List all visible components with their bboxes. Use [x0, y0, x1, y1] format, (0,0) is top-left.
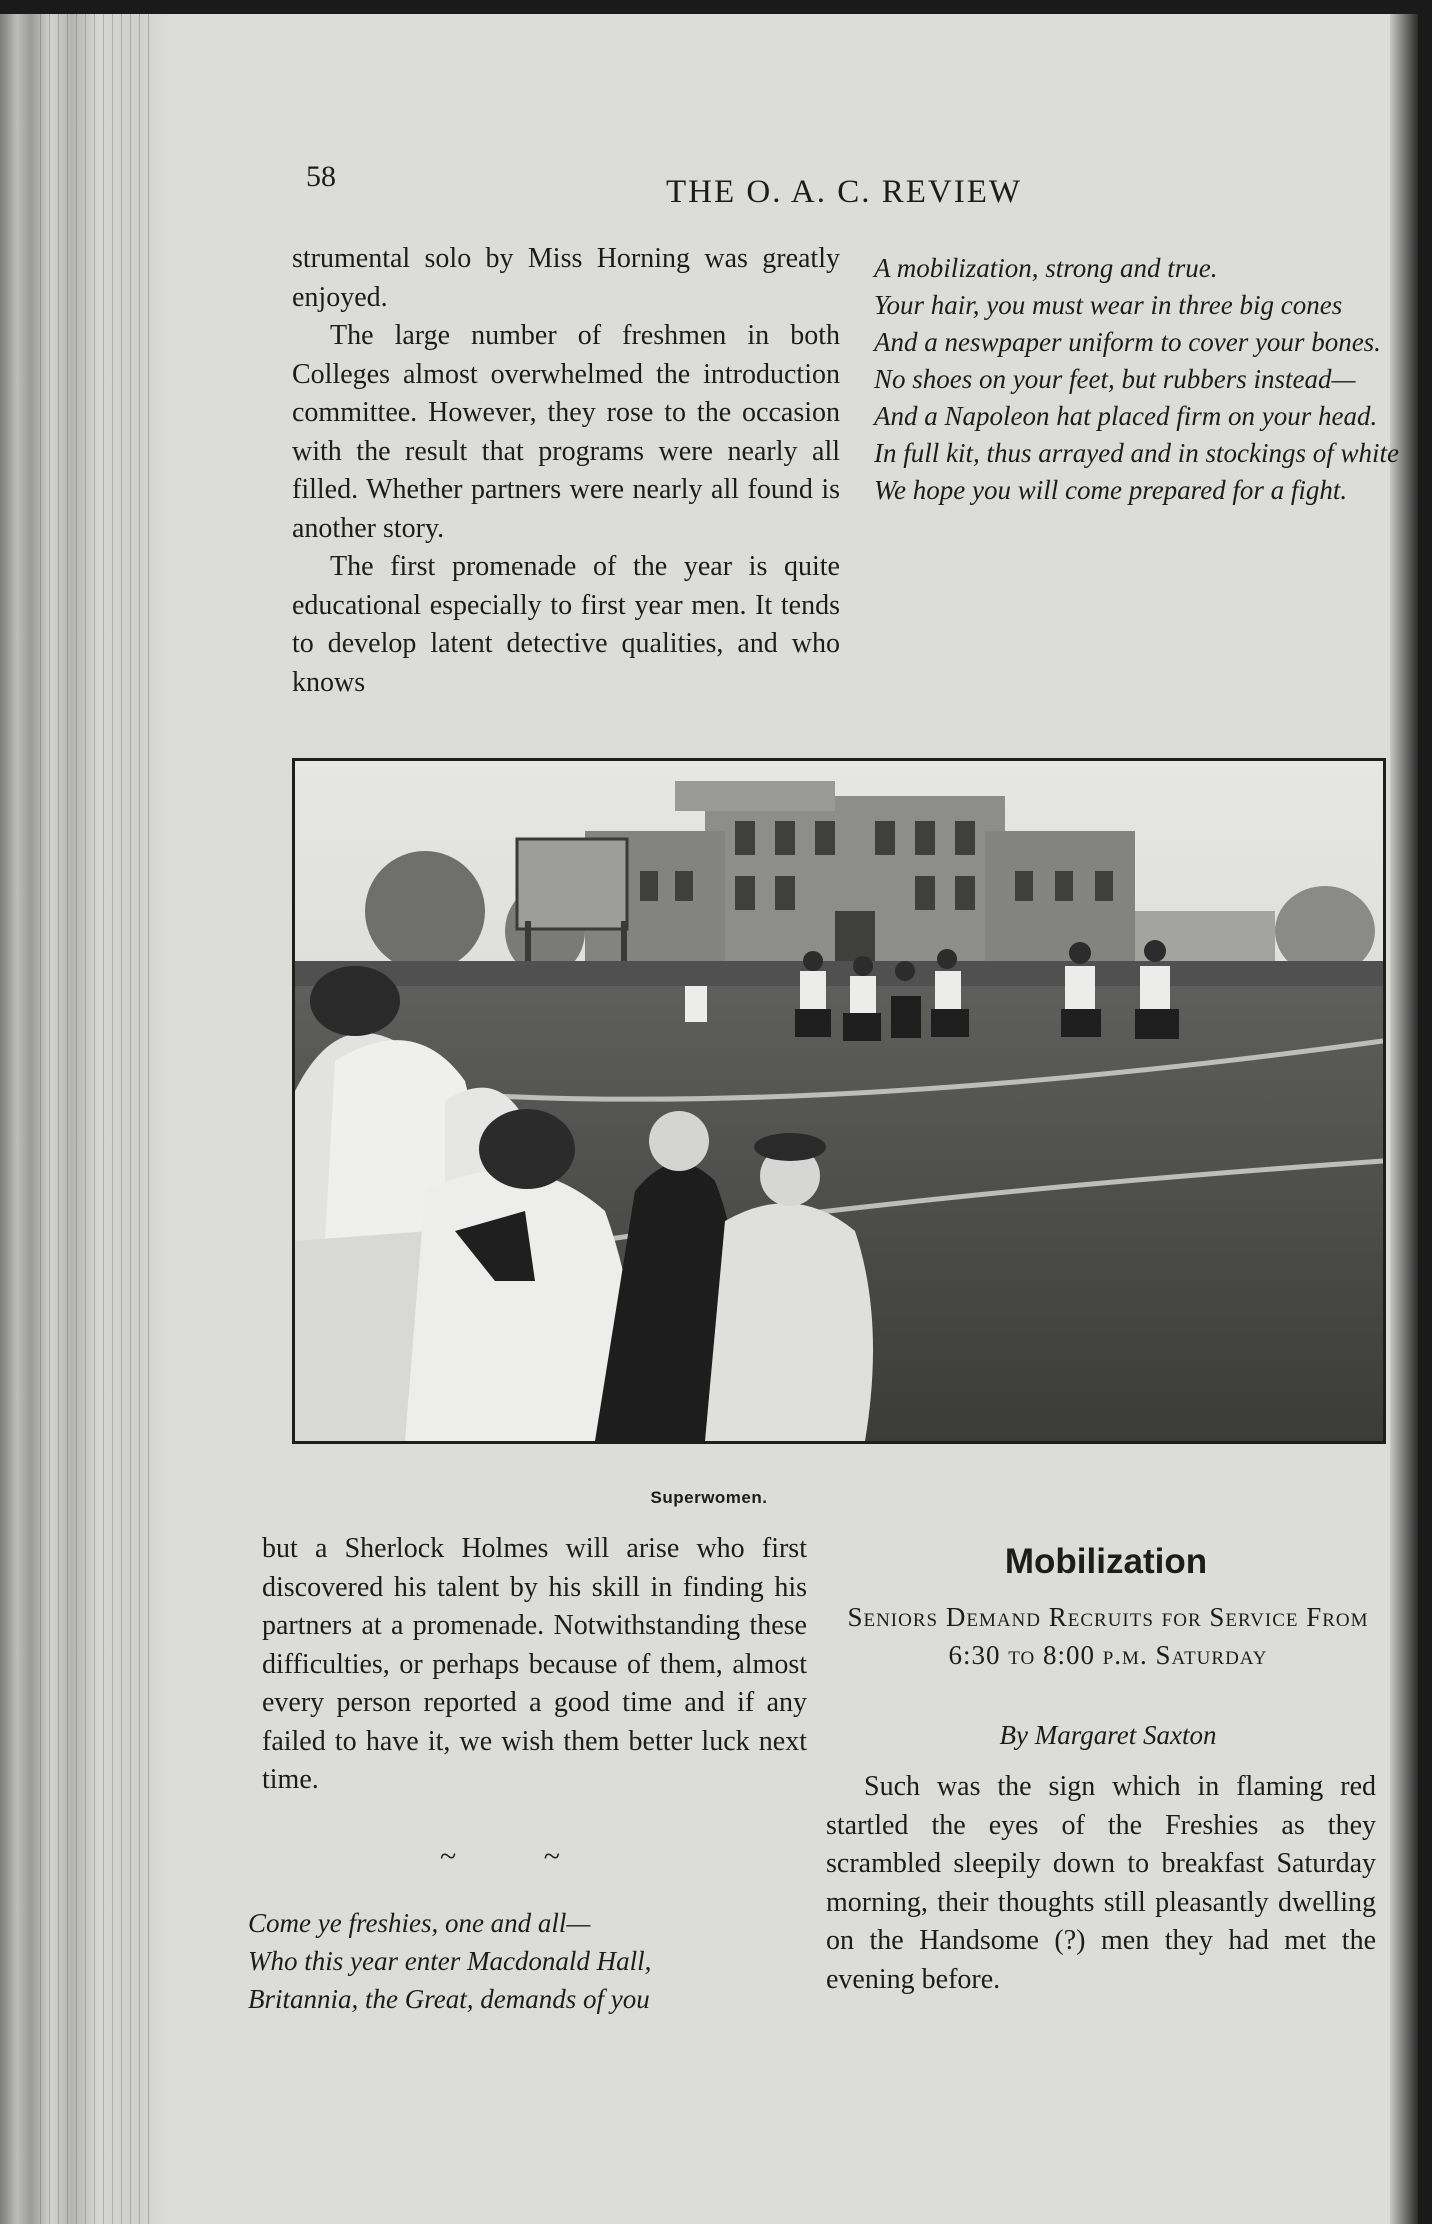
- paragraph: strumental solo by Miss Horning was greatly enjoyed.: [292, 243, 840, 313]
- photograph: [292, 758, 1386, 1444]
- verse-line: A mobilization, strong and true.: [874, 253, 1218, 283]
- article-headline: Mobilization: [1004, 1542, 1208, 1581]
- paragraph: Such was the sign which in flaming red startled the eyes of the Freshies as they scrambled sleepily down to breakfast Saturday morning, their thoughts still pleasantly dwelling on the Handsome (?) men they had met the evening before.: [826, 1771, 1376, 1995]
- paragraph: but a Sherlock Holmes will arise who first discovered his talent by his skill in finding his partners at a promenade. Notwithstanding these difficulties, or perhaps because of them, almost every person reported a good time and if any failed to have it, we wish them better luck next time.: [262, 1533, 807, 1795]
- left-column-top: [292, 240, 840, 702]
- verse-right-column: [874, 250, 1418, 509]
- verse-line: Who this year enter Macdonald Hall,: [248, 1946, 652, 1976]
- verse-line: And a Napoleon hat placed firm on your head.: [874, 401, 1378, 431]
- book-binding: [0, 14, 170, 2224]
- left-column-bottom: [262, 1530, 807, 1800]
- article-byline: By Margaret Saxton: [999, 1720, 1217, 1750]
- magazine-page: [0, 14, 1418, 2224]
- verse-line: Britannia, the Great, demands of you: [248, 1984, 650, 2014]
- verse-line: Come ye freshies, one and all—: [248, 1908, 591, 1938]
- running-title: THE O. A. C. REVIEW: [666, 174, 1023, 210]
- photo-caption: Superwomen.: [650, 1488, 768, 1507]
- paragraph: The large number of freshmen in both Colleges almost overwhelmed the introduction committee. However, they rose to the occasion with the result that programs were nearly all filled. Whether partners were nearly all found is another story.: [292, 320, 840, 544]
- verse-line: And a neswpaper uniform to cover your bones.: [874, 327, 1381, 357]
- photograph-of-students-on-campus-lawn-icon: [295, 761, 1383, 1441]
- verse-line: Your hair, you must wear in three big cones: [874, 290, 1343, 320]
- article-body: [826, 1768, 1376, 1999]
- verse-line: No shoes on your feet, but rubbers instead—: [874, 364, 1356, 394]
- article-subheadline: Seniors Demand Recruits for Service From 6:30 to 8:00 p.m. Saturday: [847, 1602, 1369, 1670]
- page-number: 58: [306, 160, 336, 193]
- verse-left-column: [248, 1904, 768, 2018]
- ornament-divider: ~ ~: [440, 1840, 600, 1873]
- verse-line: In full kit, thus arrayed and in stockings of white: [874, 438, 1399, 468]
- paragraph: The first promenade of the year is quite educational especially to first year men. It tends to develop latent detective qualities, and who knows: [292, 551, 840, 698]
- verse-line: We hope you will come prepared for a fight.: [874, 475, 1348, 505]
